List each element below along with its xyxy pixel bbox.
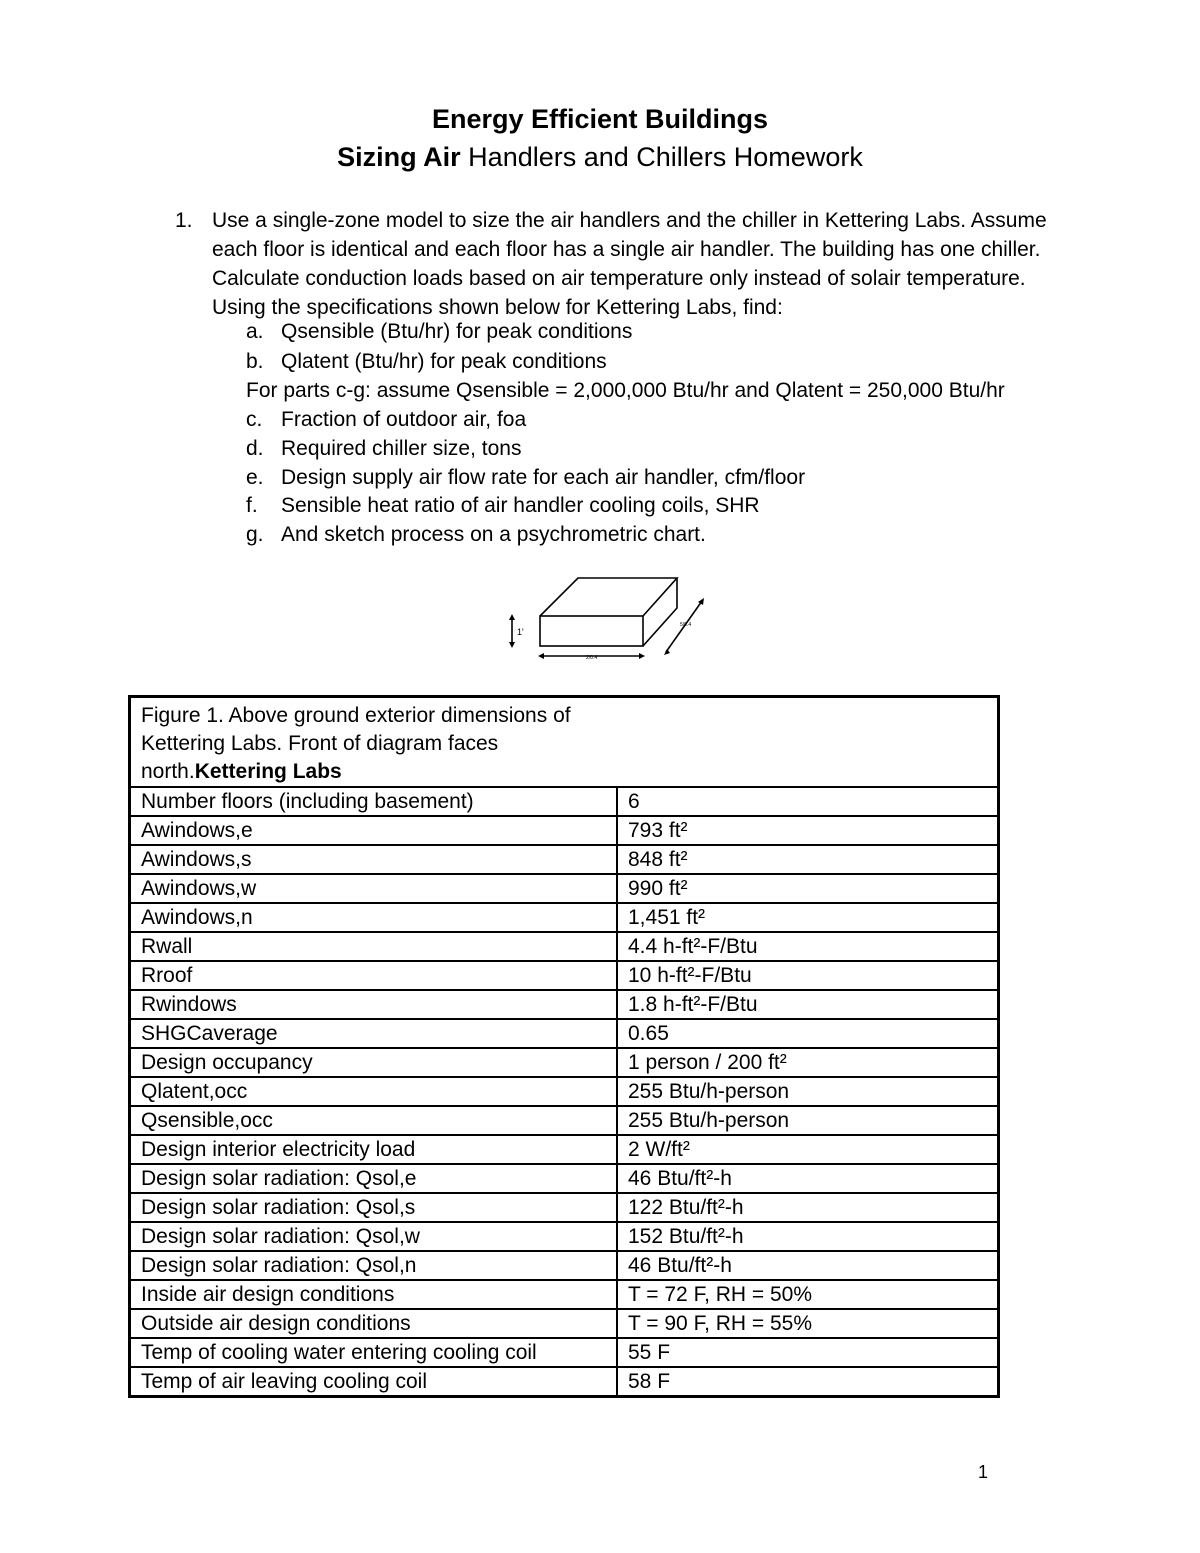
row-value: 793 ft²	[617, 816, 999, 845]
table-row	[130, 787, 999, 816]
parts-note: For parts c-g: assume Qsensible = 2,000,000 Btu/hr and Qlatent = 250,000 Btu/hr	[246, 379, 1005, 402]
row-value: 122 Btu/ft²-h	[617, 1193, 999, 1222]
row-value: 6	[617, 787, 999, 816]
row-label: Inside air design conditions	[130, 1280, 618, 1309]
row-label: Design solar radiation: Qsol,e	[130, 1164, 618, 1193]
part-label: e.	[246, 466, 264, 489]
table-row	[130, 1048, 999, 1077]
row-label: Design solar radiation: Qsol,n	[130, 1251, 618, 1280]
row-value: 990 ft²	[617, 874, 999, 903]
row-label: Number floors (including basement)	[130, 787, 618, 816]
arrow-head-icon	[664, 649, 670, 655]
row-value: 1,451 ft²	[617, 903, 999, 932]
table-row	[130, 1106, 999, 1135]
row-label: Awindows,s	[130, 845, 618, 874]
depth-label: 5/0.4	[680, 622, 692, 628]
row-label: SHGCaverage	[130, 1019, 618, 1048]
subtitle-part-2: Handlers and Chillers	[460, 142, 734, 172]
caption-line-1: Figure 1. Above ground exterior dimensions of	[141, 704, 571, 727]
page-number: 1	[978, 1462, 989, 1482]
part-text: Design supply air flow rate for each air handler, cfm/floor	[281, 466, 806, 489]
arrow-head-icon	[509, 614, 515, 620]
row-value: 4.4 h-ft²-F/Btu	[617, 932, 999, 961]
row-value: 55 F	[617, 1338, 999, 1367]
table-row	[130, 1309, 999, 1338]
part-text: Qlatent (Btu/hr) for peak conditions	[281, 350, 607, 373]
table-row	[130, 961, 999, 990]
table-row	[130, 1077, 999, 1106]
row-value: 255 Btu/h-person	[617, 1106, 999, 1135]
building-box-diagram	[500, 568, 720, 668]
table-row	[130, 1019, 999, 1048]
table-row	[130, 1338, 999, 1367]
document-title: Energy Efficient Buildings	[431, 104, 769, 134]
part-text: Sensible heat ratio of air handler cooling coils, SHR	[281, 494, 760, 517]
part-text: Qsensible (Btu/hr) for peak conditions	[281, 320, 633, 343]
row-label: Rroof	[130, 961, 618, 990]
row-label: Design solar radiation: Qsol,s	[130, 1193, 618, 1222]
part-label: f.	[246, 494, 258, 517]
table-caption-row	[130, 697, 999, 788]
row-label: Temp of air leaving cooling coil	[130, 1367, 618, 1397]
table-row	[130, 874, 999, 903]
row-label: Rwall	[130, 932, 618, 961]
row-value: 255 Btu/h-person	[617, 1077, 999, 1106]
box-front-face	[540, 616, 643, 646]
row-value: 0.65	[617, 1019, 999, 1048]
arrow-head-icon	[509, 642, 515, 648]
arrow-head-icon	[698, 598, 704, 605]
width-label: 2/0.4	[586, 655, 598, 661]
part-text: Fraction of outdoor air, foa	[281, 408, 527, 431]
table-caption	[130, 697, 999, 788]
table-row	[130, 1135, 999, 1164]
row-label: Outside air design conditions	[130, 1309, 618, 1338]
caption-line-2: Kettering Labs. Front of diagram faces	[141, 732, 499, 755]
table-row	[130, 990, 999, 1019]
row-value: 46 Btu/ft²-h	[617, 1164, 999, 1193]
row-label: Design interior electricity load	[130, 1135, 618, 1164]
caption-bold-title: Kettering Labs	[194, 760, 342, 783]
row-value: T = 90 F, RH = 55%	[617, 1309, 999, 1338]
part-text: And sketch process on a psychrometric chart.	[281, 523, 706, 546]
subtitle-part-3: Homework	[733, 142, 863, 172]
height-label: 1'	[517, 627, 524, 637]
row-value: 152 Btu/ft²-h	[617, 1222, 999, 1251]
row-label: Awindows,e	[130, 816, 618, 845]
row-value: T = 72 F, RH = 50%	[617, 1280, 999, 1309]
row-label: Awindows,n	[130, 903, 618, 932]
row-value: 1 person / 200 ft²	[617, 1048, 999, 1077]
box-top-face	[540, 578, 677, 616]
caption-line-3: north.	[141, 760, 195, 783]
table-row	[130, 1367, 999, 1397]
box-side-face	[643, 578, 677, 646]
table-row	[130, 1251, 999, 1280]
table-row	[130, 903, 999, 932]
row-label: Design solar radiation: Qsol,w	[130, 1222, 618, 1251]
part-label: g.	[246, 523, 264, 546]
table-row	[130, 816, 999, 845]
row-label: Design occupancy	[130, 1048, 618, 1077]
arrow-head-icon	[639, 653, 645, 659]
document-subtitle	[0, 142, 1200, 173]
row-value: 848 ft²	[617, 845, 999, 874]
table-row	[130, 845, 999, 874]
part-label: d.	[246, 437, 264, 460]
row-label: Qlatent,occ	[130, 1077, 618, 1106]
part-label: b.	[246, 350, 264, 373]
table-row	[130, 1222, 999, 1251]
table-row	[130, 1193, 999, 1222]
question-number: 1.	[175, 209, 193, 232]
row-label: Qsensible,occ	[130, 1106, 618, 1135]
row-value: 46 Btu/ft²-h	[617, 1251, 999, 1280]
row-label: Temp of cooling water entering cooling coil	[130, 1338, 618, 1367]
row-value: 10 h-ft²-F/Btu	[617, 961, 999, 990]
part-label: a.	[246, 320, 264, 343]
arrow-head-icon	[538, 653, 544, 659]
table-row	[130, 1280, 999, 1309]
row-value: 2 W/ft²	[617, 1135, 999, 1164]
table-row	[130, 1164, 999, 1193]
table-row	[130, 932, 999, 961]
question-text: Use a single-zone model to size the air handlers and the chiller in Kettering Labs. Assume each floor is identical and each floor has a single air handler. The building has one chiller. Calculate conduction loads based on air temperature only instead of solair temperature. Using the specifications shown below for Kettering Labs, find:	[212, 209, 1047, 319]
row-label: Rwindows	[130, 990, 618, 1019]
row-label: Awindows,w	[130, 874, 618, 903]
part-label: c.	[246, 408, 263, 431]
row-value: 58 F	[617, 1367, 999, 1397]
specs-table	[128, 695, 1000, 1398]
part-text: Required chiller size, tons	[281, 437, 522, 460]
row-value: 1.8 h-ft²-F/Btu	[617, 990, 999, 1019]
subtitle-part-1: Sizing Air	[337, 142, 461, 172]
